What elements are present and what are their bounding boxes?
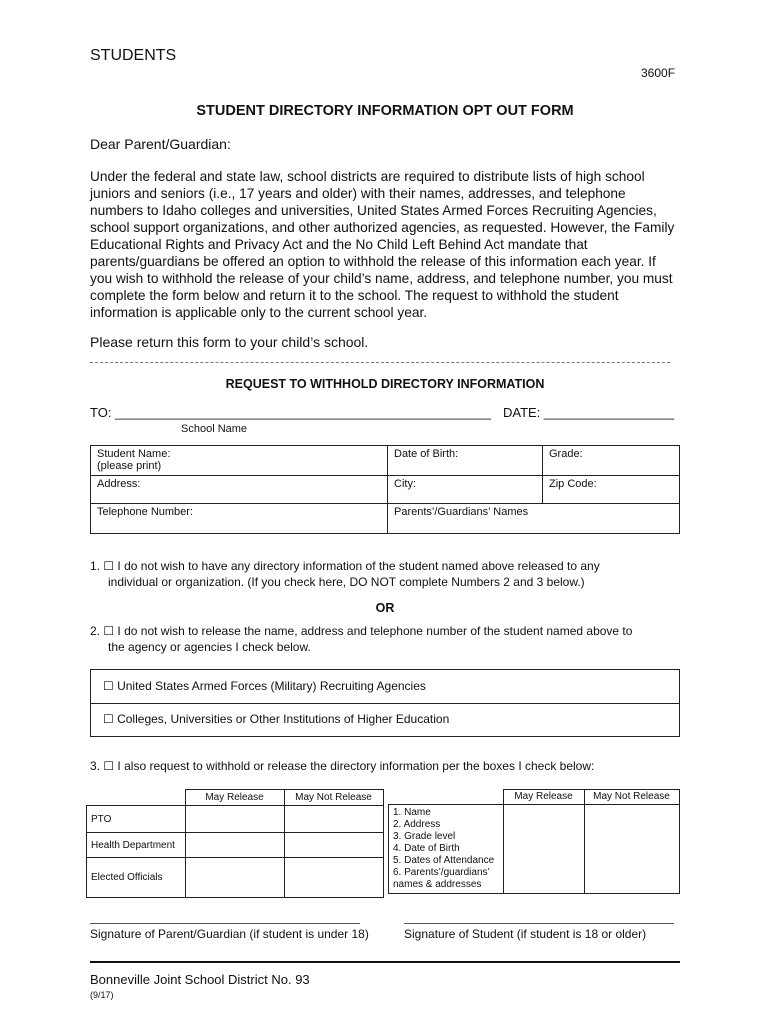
col-may-release: May Release	[503, 790, 584, 805]
letter-body: Under the federal and state law, school districts are required to distribute lists of high school juniors and seniors (i.e., 17 years and older) with their names, addresses, and telephone numbers to Idaho colleges and universities, United States Armed Forces Recruiting Agencies, school support organizations, and other authorized agencies, as requested. However, the Family Educational Rights and Privacy Act and the No Child Left Behind Act mandate that parents/guardians be offered an option to withhold the release of this information each year. If you wish to withhold the release of your child’s name, address, and telephone number, you must complete the form below and return it to the school. The request to withhold the student information is applicable only to the current school year.	[90, 169, 675, 320]
telephone-cell[interactable]	[91, 504, 388, 534]
cut-line	[90, 362, 670, 363]
request-title: REQUEST TO WITHHOLD DIRECTORY INFORMATION	[225, 377, 545, 391]
header-blank-cell	[87, 790, 186, 806]
date-of-birth-cell[interactable]	[388, 446, 543, 476]
item-release-table	[388, 789, 680, 894]
header-blank-cell	[389, 790, 504, 805]
date-field[interactable]: DATE: __________________	[503, 405, 675, 420]
greeting: Dear Parent/Guardian:	[90, 136, 231, 152]
return-note: Please return this form to your child’s school.	[90, 334, 369, 350]
grade-label: Grade:	[549, 448, 583, 460]
list-item: 1. Name	[393, 807, 431, 818]
revision-date: (9/17)	[90, 990, 114, 1000]
row-label: Elected Officials	[87, 858, 186, 898]
student-signature-label: Signature of Student (if student is 18 or older)	[404, 927, 647, 941]
page-title: STUDENT DIRECTORY INFORMATION OPT OUT FORM	[196, 103, 574, 119]
option-1-line2: individual or organization. (If you check here, DO NOT complete Numbers 2 and 3 below.)	[108, 575, 585, 589]
not-release-cell[interactable]	[584, 805, 679, 894]
student-signature-line[interactable]	[404, 923, 674, 924]
list-item: 3. Grade level	[393, 831, 456, 842]
zip-code-label: Zip Code:	[549, 478, 597, 490]
not-release-cell[interactable]	[284, 858, 383, 898]
parent-signature-line[interactable]	[90, 923, 360, 924]
list-item: 2. Address	[393, 819, 441, 830]
col-may-not-release: May Not Release	[284, 790, 383, 806]
option-2-line1: 2. ☐ I do not wish to release the name, address and telephone number of the student named above to	[90, 624, 633, 638]
row-label: PTO	[87, 806, 186, 833]
list-item: 6. Parents’/guardians’	[393, 867, 490, 878]
row-label: Health Department	[87, 833, 186, 858]
footer-rule	[90, 961, 680, 963]
release-cell[interactable]	[185, 858, 284, 898]
not-release-cell[interactable]	[284, 806, 383, 833]
col-may-release: May Release	[185, 790, 284, 806]
zip-code-cell[interactable]	[543, 476, 680, 504]
school-name-caption: School Name	[181, 423, 248, 435]
not-release-cell[interactable]	[284, 833, 383, 858]
address-cell[interactable]	[91, 476, 388, 504]
student-name-label: Student Name:	[97, 448, 171, 460]
list-item: 4. Date of Birth	[393, 843, 460, 854]
list-item: 5. Dates of Attendance	[393, 855, 495, 866]
city-label: City:	[394, 478, 416, 490]
school-name-field[interactable]: TO: ____________________________________________________	[90, 405, 492, 420]
option-3[interactable]: 3. ☐ I also request to withhold or release the directory information per the boxes I check below:	[90, 759, 595, 773]
release-cell[interactable]	[185, 833, 284, 858]
section-label: STUDENTS	[90, 47, 177, 64]
agency-box	[90, 669, 680, 737]
date-of-birth-label: Date of Birth:	[394, 448, 459, 460]
grade-cell[interactable]	[543, 446, 680, 476]
release-cell[interactable]	[503, 805, 584, 894]
district-name: Bonneville Joint School District No. 93	[90, 972, 310, 987]
city-cell[interactable]	[388, 476, 543, 504]
org-release-table	[86, 789, 384, 898]
student-name-cell[interactable]	[91, 446, 388, 476]
parents-names-cell[interactable]	[388, 504, 680, 534]
release-cell[interactable]	[185, 806, 284, 833]
or-divider: OR	[375, 601, 395, 615]
please-print-label: (please print)	[97, 460, 162, 472]
option-2[interactable]	[90, 623, 680, 655]
directory-items-list	[389, 805, 504, 894]
col-may-not-release: May Not Release	[584, 790, 679, 805]
form-code: 3600F	[641, 66, 676, 80]
agency-military-checkbox[interactable]: ☐ United States Armed Forces (Military) Recruiting Agencies	[103, 679, 426, 693]
list-item: names & addresses	[393, 879, 482, 890]
address-label: Address:	[97, 478, 141, 490]
option-2-line2: the agency or agencies I check below.	[108, 640, 311, 654]
option-1-line1: 1. ☐ I do not wish to have any directory information of the student named above released to any	[90, 559, 600, 573]
agency-divider	[91, 703, 679, 704]
telephone-label: Telephone Number:	[97, 506, 194, 518]
option-1[interactable]	[90, 558, 670, 590]
student-info-table	[90, 445, 680, 534]
parent-signature-label: Signature of Parent/Guardian (if student is under 18)	[90, 927, 369, 941]
agency-colleges-checkbox[interactable]: ☐ Colleges, Universities or Other Institutions of Higher Education	[103, 712, 450, 726]
parents-names-label: Parents’/Guardians’ Names	[394, 506, 529, 518]
